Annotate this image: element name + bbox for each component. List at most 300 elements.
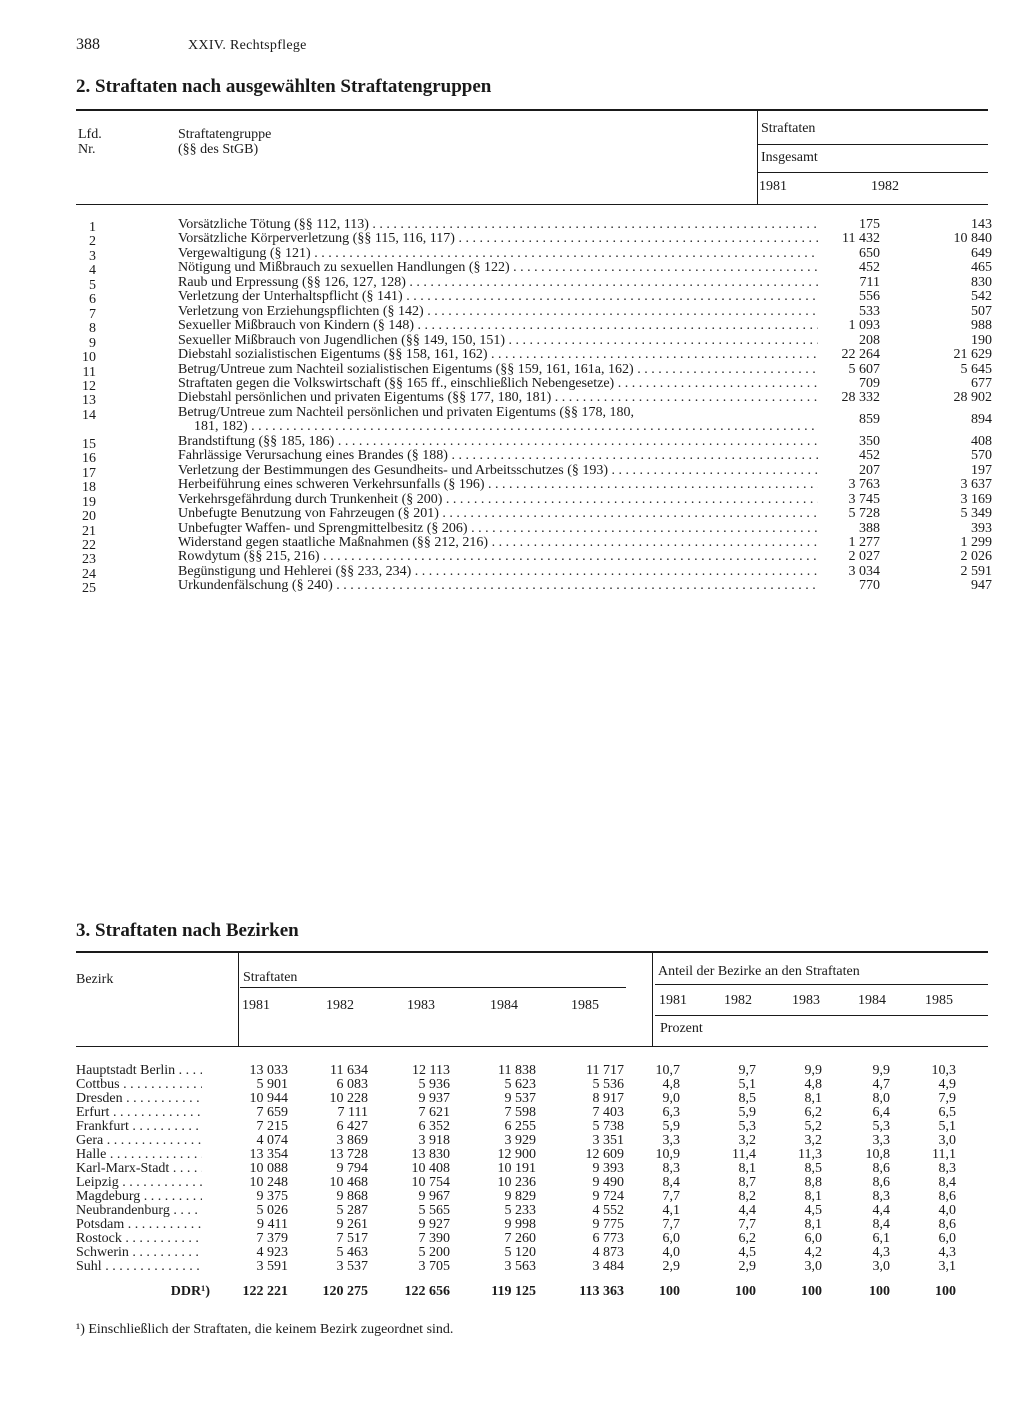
percent-cell: 4,5 (804, 1203, 822, 1218)
count-cell: 5 565 (418, 1203, 450, 1218)
table3-row (76, 1133, 976, 1147)
percent-cell: 7,7 (738, 1217, 756, 1232)
value-1981: 22 264 (841, 347, 880, 363)
percent-cell: 100 (935, 1284, 956, 1299)
total-label: DDR¹) (170, 1284, 210, 1299)
row-number: 16 (82, 451, 96, 467)
value-1981: 28 332 (841, 390, 880, 406)
year-1981-header: 1981 (759, 179, 787, 194)
percent-cell: 4,4 (872, 1203, 890, 1218)
count-cell: 6 083 (336, 1077, 368, 1092)
percent-cell: 5,9 (738, 1105, 756, 1120)
percent-cell: 4,3 (938, 1245, 956, 1260)
table3-row (76, 1189, 976, 1203)
percent-cell: 8,3 (938, 1161, 956, 1176)
bezirk-name: Erfurt . . . (76, 1105, 202, 1121)
crime-group-label: Begünstigung und Hehlerei (§§ 233, 234) . . . (178, 565, 818, 579)
count-cell: 3 591 (256, 1259, 288, 1274)
count-cell: 12 113 (412, 1063, 450, 1078)
row-number: 25 (82, 581, 96, 597)
percent-cell: 7,7 (662, 1189, 680, 1204)
value-1982: 2 026 (960, 549, 992, 565)
table3-row (76, 1077, 976, 1091)
percent-cell: 100 (801, 1284, 822, 1299)
row-number: 5 (89, 277, 96, 293)
count-cell: 5 026 (256, 1203, 288, 1218)
count-cell: 10 754 (411, 1175, 450, 1190)
percent-cell: 4,2 (804, 1245, 822, 1260)
count-cell: 7 379 (256, 1231, 288, 1246)
table2-row (76, 549, 992, 568)
count-cell: 9 375 (256, 1189, 288, 1204)
crime-group-label: Rowdytum (§§ 215, 216) . . . (178, 550, 818, 564)
count-cell: 3 537 (336, 1259, 368, 1274)
table2-row (76, 578, 992, 597)
percent-cell: 8,1 (804, 1091, 822, 1106)
percent-cell: 8,3 (872, 1189, 890, 1204)
count-cell: 5 738 (592, 1119, 624, 1134)
table3-row (76, 1063, 976, 1077)
percent-cell: 8,8 (804, 1175, 822, 1190)
count-cell: 5 463 (336, 1245, 368, 1260)
table2-row (76, 274, 992, 293)
bezirk-name: Neubrandenburg . . . (76, 1203, 202, 1219)
count-cell: 9 261 (336, 1217, 368, 1232)
row-number: 9 (89, 335, 96, 351)
percent-cell: 4,5 (738, 1245, 756, 1260)
percent-cell: 8,4 (662, 1175, 680, 1190)
value-1982: 947 (971, 578, 992, 594)
table3-sub-rule-right (655, 984, 988, 985)
row-number: 23 (82, 552, 96, 568)
table2-row (76, 375, 992, 394)
percent-cell: 2,9 (662, 1259, 680, 1274)
count-cell: 11 838 (498, 1063, 536, 1078)
table2-row (76, 405, 992, 434)
crime-group-label: Unbefugter Waffen- und Sprengmittelbesitz (§ 206) . . . (178, 522, 818, 536)
count-year-header: 1981 (242, 998, 270, 1013)
count-cell: 9 537 (504, 1091, 536, 1106)
table3-total-row (76, 1284, 976, 1298)
count-cell: 119 125 (491, 1284, 536, 1299)
table2-col-divider (757, 110, 758, 205)
count-cell: 3 351 (592, 1133, 624, 1148)
row-number: 6 (89, 292, 96, 308)
percent-cell: 8,1 (804, 1217, 822, 1232)
percent-cell: 5,1 (938, 1119, 956, 1134)
value-1981: 1 277 (848, 535, 880, 550)
bezirk-name: Cottbus . . . (76, 1077, 202, 1093)
table3-row (76, 1175, 976, 1189)
table2-row (76, 535, 992, 553)
percent-cell: 6,5 (938, 1105, 956, 1120)
percent-cell: 7,9 (938, 1091, 956, 1106)
percent-cell: 4,0 (662, 1245, 680, 1260)
percent-cell: 10,3 (931, 1063, 956, 1078)
value-1982: 1 299 (960, 535, 992, 550)
value-1981: 5 728 (848, 506, 880, 522)
table2-title: 2. Straftaten nach ausgewählten Straftatengruppen (76, 76, 492, 97)
count-cell: 7 517 (336, 1231, 368, 1246)
percent-cell: 100 (659, 1284, 680, 1299)
percent-cell: 7,7 (662, 1217, 680, 1232)
count-year-header: 1985 (571, 998, 599, 1013)
table2-head-bottom-rule (76, 204, 988, 205)
value-1981: 208 (859, 332, 880, 348)
crime-group-label: Herbeiführung eines schweren Verkehrsunfalls (§ 196) . . . (178, 478, 818, 492)
table3-row (76, 1119, 976, 1133)
row-number: 17 (82, 465, 96, 481)
value-1982: 3 169 (960, 491, 992, 507)
value-1981: 711 (859, 274, 880, 290)
row-number: 18 (82, 480, 96, 496)
value-1982: 894 (971, 411, 992, 427)
count-cell: 122 221 (242, 1284, 288, 1299)
table3-title: 3. Straftaten nach Bezirken (76, 920, 299, 941)
bezirk-name: Karl-Marx-Stadt . . . (76, 1161, 202, 1177)
percent-cell: 4,4 (738, 1203, 756, 1218)
percent-cell: 6,2 (804, 1105, 822, 1120)
value-1981: 452 (859, 260, 880, 276)
percent-cell: 9,9 (804, 1063, 822, 1078)
crime-group-label: Urkundenfälschung (§ 240) . . . (178, 579, 818, 593)
percent-cell: 8,2 (738, 1189, 756, 1204)
count-cell: 5 536 (592, 1077, 624, 1092)
percent-cell: 8,4 (938, 1175, 956, 1190)
value-1981: 207 (859, 462, 880, 478)
table2-row (76, 477, 992, 496)
table2-row (76, 217, 992, 235)
table2-row (76, 332, 992, 351)
percent-cell: 10,8 (865, 1147, 890, 1162)
count-cell: 5 901 (256, 1077, 288, 1092)
count-cell: 9 411 (257, 1217, 288, 1232)
table3-row (76, 1161, 976, 1175)
table3-row (76, 1105, 976, 1119)
value-1982: 21 629 (953, 347, 992, 363)
table2-row (76, 318, 992, 337)
row-number: 24 (82, 566, 96, 582)
value-1981: 709 (859, 375, 880, 391)
crime-group-label: Raub und Erpressung (§§ 126, 127, 128) . . . (178, 276, 818, 290)
table2-sub-rule-2 (758, 172, 988, 173)
count-cell: 10 236 (497, 1175, 536, 1190)
straftatengruppe-header: Straftatengruppe (178, 127, 272, 142)
percent-cell: 8,6 (938, 1189, 956, 1204)
table2-row (76, 462, 992, 481)
value-1981: 650 (859, 245, 880, 261)
percent-cell: 3,2 (738, 1133, 756, 1148)
crime-group-label: Nötigung und Mißbrauch zu sexuellen Handlungen (§ 122) . . . (178, 261, 818, 275)
page-number: 388 (76, 36, 100, 53)
value-1981: 533 (859, 303, 880, 319)
crime-group-label: Straftaten gegen die Volkswirtschaft (§§ 165 ff., einschließlich Nebengesetze) . . . (178, 377, 818, 391)
value-1982: 393 (971, 520, 992, 536)
percent-cell: 11,4 (732, 1147, 756, 1162)
table2-row (76, 260, 992, 279)
table2-row (76, 448, 992, 467)
count-cell: 7 215 (256, 1119, 288, 1134)
crime-group-label: Diebstahl persönlichen und privaten Eigentums (§§ 177, 180, 181) . . . (178, 391, 818, 405)
value-1981: 3 763 (848, 477, 880, 493)
value-1981: 3 745 (848, 491, 880, 507)
crime-group-label: Vergewaltigung (§ 121) . . . (178, 247, 818, 261)
table3-row (76, 1091, 976, 1105)
crime-group-label: Sexueller Mißbrauch von Jugendlichen (§§ 149, 150, 151) . . . (178, 334, 818, 348)
crime-group-label: Fahrlässige Verursachung eines Brandes (§ 188) . . . (178, 449, 818, 463)
count-cell: 6 773 (592, 1231, 624, 1246)
percent-cell: 6,0 (938, 1231, 956, 1246)
row-number: 12 (82, 378, 96, 394)
percent-cell: 4,9 (938, 1077, 956, 1092)
insgesamt-header: Insgesamt (761, 150, 818, 165)
count-cell: 10 408 (411, 1161, 450, 1176)
count-cell: 9 998 (504, 1217, 536, 1232)
crime-group-label: Verkehrsgefährdung durch Trunkenheit (§ 200) . . . (178, 493, 818, 507)
row-number: 15 (82, 436, 96, 452)
chapter-title: XXIV. Rechtspflege (188, 38, 307, 53)
count-cell: 9 927 (418, 1217, 450, 1232)
percent-cell: 5,2 (804, 1119, 822, 1134)
count-cell: 12 900 (497, 1147, 536, 1162)
table2-row (76, 506, 992, 525)
percent-cell: 8,5 (738, 1091, 756, 1106)
percent-cell: 2,9 (738, 1259, 756, 1274)
crime-group-label: Verletzung von Erziehungspflichten (§ 142) . . . (178, 305, 818, 319)
count-cell: 10 088 (249, 1161, 288, 1176)
value-1982: 197 (971, 462, 992, 478)
percent-cell: 4,0 (938, 1203, 956, 1218)
value-1982: 3 637 (960, 477, 992, 493)
percent-cell: 5,1 (738, 1077, 756, 1092)
crime-group-label: Vorsätzliche Körperverletzung (§§ 115, 116, 117) . . . (178, 232, 818, 246)
percent-cell: 8,5 (804, 1161, 822, 1176)
value-1981: 452 (859, 448, 880, 464)
table3-row (76, 1147, 976, 1161)
value-1981: 175 (859, 217, 880, 232)
row-number: 3 (89, 248, 96, 264)
count-cell: 4 552 (592, 1203, 624, 1218)
bezirk-name: Dresden . . . (76, 1091, 202, 1107)
page-header (76, 36, 307, 54)
value-1982: 10 840 (953, 231, 992, 247)
table3-row (76, 1203, 976, 1217)
value-1981: 388 (859, 520, 880, 536)
table2-row (76, 231, 992, 250)
count-cell: 12 609 (585, 1147, 624, 1162)
count-cell: 9 868 (336, 1189, 368, 1204)
percent-year-header: 1983 (792, 993, 820, 1008)
count-cell: 3 484 (592, 1259, 624, 1274)
count-cell: 13 830 (411, 1147, 450, 1162)
count-cell: 3 563 (504, 1259, 536, 1274)
value-1981: 859 (859, 411, 880, 427)
percent-cell: 6,0 (662, 1231, 680, 1246)
percent-year-header: 1981 (659, 993, 687, 1008)
count-cell: 9 393 (592, 1161, 624, 1176)
row-number: 4 (89, 263, 96, 279)
percent-year-header: 1982 (724, 993, 752, 1008)
bezirk-name: Gera . . . (76, 1133, 202, 1149)
table2-row (76, 289, 992, 308)
crime-group-label: Betrug/Untreue zum Nachteil sozialistischen Eigentums (§§ 159, 161, 161a, 162) . . . (178, 363, 818, 377)
count-cell: 7 598 (504, 1105, 536, 1120)
crime-group-label: Unbefugte Benutzung von Fahrzeugen (§ 201) . . . (178, 507, 818, 521)
bezirk-name: Leipzig . . . (76, 1175, 202, 1191)
row-number: 21 (82, 523, 96, 539)
table3-head-bottom-rule (76, 1046, 988, 1047)
count-cell: 9 937 (418, 1091, 450, 1106)
table3-prozent-rule (655, 1015, 988, 1016)
count-cell: 4 074 (256, 1133, 288, 1148)
count-cell: 7 621 (418, 1105, 450, 1120)
bezirk-name: Rostock . . . (76, 1231, 202, 1247)
count-cell: 9 829 (504, 1189, 536, 1204)
anteil-header: Anteil der Bezirke an den Straftaten (658, 964, 860, 979)
bezirk-name: Halle . . . (76, 1147, 202, 1163)
crime-group-label: Diebstahl sozialistischen Eigentums (§§ 158, 161, 162) . . . (178, 348, 818, 362)
crime-group-label-cont: 181, 182) . . . (194, 420, 818, 434)
count-cell: 7 659 (256, 1105, 288, 1120)
percent-cell: 5,3 (738, 1119, 756, 1134)
table3-col-divider-1 (238, 953, 239, 1046)
bezirk-header: Bezirk (76, 972, 114, 987)
percent-cell: 4,7 (872, 1077, 890, 1092)
crime-group-label: Vorsätzliche Tötung (§§ 112, 113) . . . (178, 218, 818, 232)
table3-col-divider-2 (652, 953, 653, 1046)
count-cell: 13 354 (249, 1147, 288, 1162)
count-cell: 5 623 (504, 1077, 536, 1092)
row-number: 22 (82, 538, 96, 553)
percent-cell: 4,1 (662, 1203, 680, 1218)
value-1982: 2 591 (960, 563, 992, 579)
table2-row (76, 303, 992, 322)
percent-year-header: 1984 (858, 993, 886, 1008)
value-1982: 5 645 (960, 361, 992, 377)
row-number: 1 (89, 220, 96, 235)
straftaten-header: Straftaten (761, 121, 816, 136)
count-cell: 9 490 (592, 1175, 624, 1190)
percent-cell: 8,1 (738, 1161, 756, 1176)
count-cell: 3 929 (504, 1133, 536, 1148)
count-cell: 13 728 (329, 1147, 368, 1162)
table2-top-rule (76, 109, 988, 111)
percent-cell: 8,6 (938, 1217, 956, 1232)
value-1982: 190 (971, 332, 992, 348)
value-1982: 28 902 (953, 390, 992, 406)
percent-cell: 6,0 (804, 1231, 822, 1246)
bezirk-name: Schwerin . . . (76, 1245, 202, 1261)
percent-cell: 10,9 (655, 1147, 680, 1162)
value-1981: 350 (859, 433, 880, 449)
table3-top-rule (76, 951, 988, 953)
percent-cell: 3,0 (804, 1259, 822, 1274)
table3-row (76, 1245, 976, 1259)
count-cell: 10 248 (249, 1175, 288, 1190)
percent-cell: 6,1 (872, 1231, 890, 1246)
row-number: 8 (89, 321, 96, 337)
count-cell: 10 468 (329, 1175, 368, 1190)
count-cell: 10 228 (329, 1091, 368, 1106)
percent-cell: 3,0 (872, 1259, 890, 1274)
percent-year-header: 1985 (925, 993, 953, 1008)
percent-cell: 8,3 (662, 1161, 680, 1176)
row-number: 20 (82, 509, 96, 525)
count-cell: 3 869 (336, 1133, 368, 1148)
percent-cell: 11,3 (798, 1147, 822, 1162)
percent-cell: 100 (869, 1284, 890, 1299)
value-1981: 2 027 (848, 549, 880, 565)
straftaten-bezirk-header: Straftaten (243, 970, 298, 985)
percent-cell: 8,0 (872, 1091, 890, 1106)
count-cell: 5 287 (336, 1203, 368, 1218)
count-cell: 11 634 (330, 1063, 368, 1078)
row-number: 10 (82, 350, 96, 366)
bezirk-name: Frankfurt . . . (76, 1119, 202, 1135)
table2-row (76, 390, 992, 409)
crime-group-label: Brandstiftung (§§ 185, 186) . . . (178, 435, 818, 449)
count-cell: 9 794 (336, 1161, 368, 1176)
percent-cell: 6,3 (662, 1105, 680, 1120)
count-cell: 5 233 (504, 1203, 536, 1218)
count-cell: 120 275 (322, 1284, 368, 1299)
count-year-header: 1983 (407, 998, 435, 1013)
table2-sub-rule-1 (758, 144, 988, 145)
bezirk-name: Potsdam . . . (76, 1217, 202, 1233)
count-cell: 10 191 (497, 1161, 536, 1176)
value-1982: 677 (971, 375, 992, 391)
count-year-header: 1982 (326, 998, 354, 1013)
count-cell: 5 120 (504, 1245, 536, 1260)
percent-cell: 8,1 (804, 1189, 822, 1204)
percent-cell: 3,3 (872, 1133, 890, 1148)
count-cell: 6 352 (418, 1119, 450, 1134)
count-cell: 9 967 (418, 1189, 450, 1204)
value-1982: 465 (971, 260, 992, 276)
value-1982: 143 (971, 217, 992, 232)
row-number: 19 (82, 494, 96, 510)
table2-row (76, 361, 992, 380)
percent-cell: 11,1 (932, 1147, 956, 1162)
percent-cell: 3,3 (662, 1133, 680, 1148)
crime-group-label: Sexueller Mißbrauch von Kindern (§ 148) . . . (178, 319, 818, 333)
value-1982: 507 (971, 303, 992, 319)
value-1982: 5 349 (960, 506, 992, 522)
count-cell: 7 403 (592, 1105, 624, 1120)
percent-cell: 8,6 (872, 1175, 890, 1190)
count-cell: 5 200 (418, 1245, 450, 1260)
value-1981: 3 034 (848, 563, 880, 579)
percent-cell: 8,4 (872, 1217, 890, 1232)
footnote: ¹) Einschließlich der Straftaten, die keinem Bezirk zugeordnet sind. (76, 1322, 454, 1337)
percent-cell: 4,8 (662, 1077, 680, 1092)
row-number: 2 (89, 234, 96, 250)
percent-cell: 5,3 (872, 1119, 890, 1134)
value-1982: 408 (971, 433, 992, 449)
percent-cell: 6,4 (872, 1105, 890, 1120)
percent-cell: 100 (735, 1284, 756, 1299)
count-cell: 5 936 (418, 1077, 450, 1092)
percent-cell: 4,8 (804, 1077, 822, 1092)
row-number: 14 (82, 407, 96, 423)
percent-cell: 9,7 (738, 1063, 756, 1078)
table3-row (76, 1231, 976, 1245)
count-cell: 9 724 (592, 1189, 624, 1204)
count-cell: 4 923 (256, 1245, 288, 1260)
value-1981: 11 432 (842, 231, 880, 247)
stgb-header: (§§ des StGB) (178, 142, 259, 157)
lfd-header: Lfd. (78, 127, 102, 142)
